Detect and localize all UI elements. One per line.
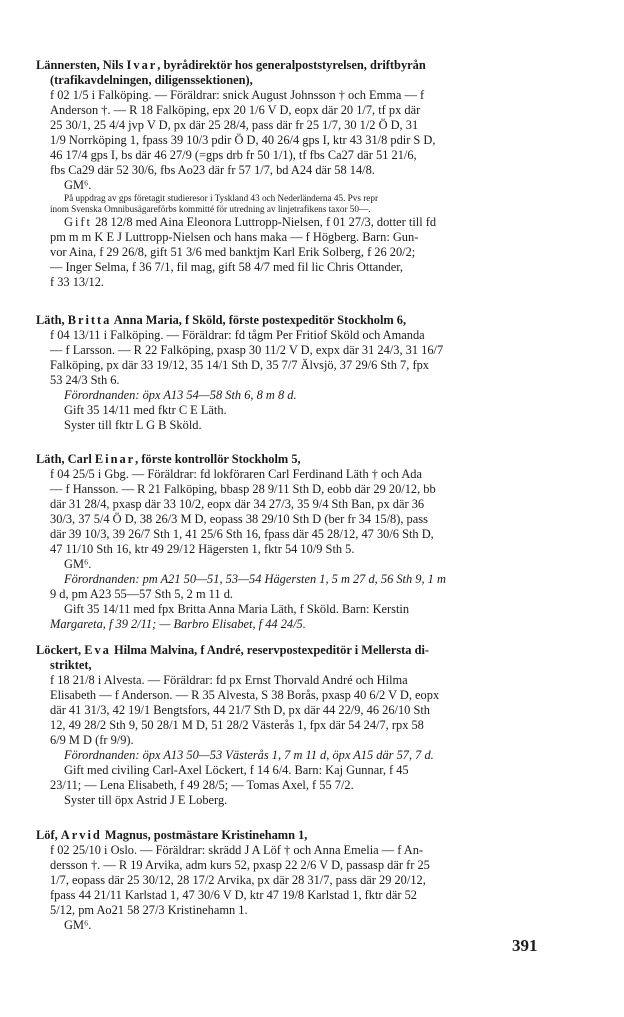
surname: Lännersten, Nils (36, 58, 124, 72)
surname: Löckert, (36, 643, 82, 657)
marriage-line: f 33 13/12. (50, 275, 105, 289)
appointments-cont: 9 d, pm A23 55—57 Sth 5, 2 m 11 d. (50, 587, 234, 601)
bio-line: 1/9 Norrköping 1, fpass 39 10/3 pdir Ö D, 40 26/4 gps I, ktr 43 31/8 pdir S D, (50, 133, 436, 147)
bio-line: 47 11/10 Sth 16, ktr 49 29/12 Hägersten 1, fktr 54 10/9 Sth 5. (50, 542, 355, 556)
entry-heading (36, 452, 556, 467)
entry-heading (36, 643, 556, 673)
bio-line: fpass 44 21/11 Karlstad 1, 47 30/6 V D, ktr 47 19/8 Karlstad 1, fktr där 52 (50, 888, 417, 902)
page-number: 391 (512, 936, 538, 955)
bio-line: f 04 25/5 i Gbg. — Föräldrar: fd lokföraren Carl Ferdinand Läth † och Ada (50, 467, 422, 481)
entry-title: Magnus, postmästare Kristinehamn 1, (101, 828, 308, 842)
surname: Läth, (36, 313, 65, 327)
bio-line: 30/3, 37 5/4 Ö D, 38 26/3 M D, eopass 38 29/10 Sth D (ber fr 34 15/8), pass (50, 512, 428, 526)
bio-line: f 02 25/10 i Oslo. — Föräldrar: skrädd J A Löf † och Anna Emelia — f An- (50, 843, 424, 857)
bio-line: 53 24/3 Sth 6. (50, 373, 120, 387)
given-name: Eva (84, 643, 111, 657)
bio-line: 25 30/1, 25 4/4 jvp V D, px där 25 28/4, pass där fr 25 1/7, 30 1/2 Ö D, 31 (50, 118, 419, 132)
bio-line: Falköping, px där 33 19/12, 35 14/1 Sth D, 35 7/7 Älvsjö, 37 29/6 Sth 7, fpx (50, 358, 429, 372)
bio-line: Elisabeth — f Anderson. — R 35 Alvesta, S 38 Borås, pxasp 40 6/2 V D, eopx (50, 688, 440, 702)
entry-lath-einar (36, 452, 556, 632)
marriage-line: Gift 35 14/11 med fktr C E Läth. (64, 403, 227, 417)
gift-word: Gift (64, 215, 92, 229)
marriage-line: vor Aina, f 29 26/8, gift 51 3/6 med banktjm Karl Erik Solberg, f 26 20/2; (50, 245, 416, 259)
medal: GM⁶. (64, 557, 92, 571)
bio-line: där 41 31/3, 42 19/1 Bengtsfors, 44 21/7 Sth D, px där 44 22/9, 46 26/10 Sth (50, 703, 430, 717)
bio-line: 5/12, pm Ao21 58 27/3 Kristinehamn 1. (50, 903, 248, 917)
marriage-line: — Inger Selma, f 36 7/1, fil mag, gift 58 4/7 med fil lic Chris Ottander, (50, 260, 403, 274)
entry-lath-britta (36, 313, 556, 433)
bio-line: där 31 28/4, pxasp där 33 10/2, eopx där 34 27/3, 35 9/4 Sth Ban, px där 36 (50, 497, 425, 511)
marriage-line: Margareta, f 39 2/11; — Barbro Elisabet, f 44 24/5. (50, 617, 306, 631)
entry-heading (36, 58, 556, 88)
bio-line: 46 17/4 gps I, bs där 46 27/9 (=gps drb fr 50 1/1), tf fbs Ca27 där 51 21/6, (50, 148, 417, 162)
medal: GM⁶. (64, 918, 92, 932)
given-name: Britta (67, 313, 112, 327)
note-line: På uppdrag av gps företagit studieresor i Tyskland 43 och Nederländerna 45. Pvs repr (64, 193, 379, 203)
bio-line: — f Hansson. — R 21 Falköping, bbasp 28 9/11 Sth D, eobb där 29 20/12, bb (50, 482, 436, 496)
marriage-line: 23/11; — Lena Elisabeth, f 49 28/5; — Tomas Axel, f 55 7/2. (50, 778, 354, 792)
sibling-line: Syster till fktr L G B Sköld. (64, 418, 202, 432)
bio-line: där 39 10/3, 39 26/7 Sth 1, 41 25/6 Sth 16, fpass där 45 28/12, 47 30/6 Sth D, (50, 527, 434, 541)
entry-title: Anna Maria, f Sköld, förste postexpeditör Stockholm 6, (111, 313, 407, 327)
entry-lockert (36, 643, 556, 808)
bio-line: fbs Ca29 där 52 30/6, fbs Ao23 där fr 57 1/7, bd A24 där 58 14/8. (50, 163, 375, 177)
bio-line: Anderson †. — R 18 Falköping, epx 20 1/6 V D, eopx där 20 1/7, tf px där (50, 103, 421, 117)
surname: Löf, (36, 828, 58, 842)
entry-title-cont: striktet, (50, 658, 92, 672)
bio-line: 12, 49 28/2 Sth 9, 50 28/1 M D, 51 28/2 Västerås 1, fpx där 54 24/7, rpx 58 (50, 718, 424, 732)
appointments: Förordnanden: öpx A13 54—58 Sth 6, 8 m 8 d. (64, 388, 297, 402)
marriage-line (50, 215, 556, 230)
entry-title: Hilma Malvina, f André, reservpostexpeditör i Mellersta di- (110, 643, 430, 657)
given-name: Arvid (60, 828, 102, 842)
marriage-line: pm m m K E J Luttropp-Nielsen och hans maka — f Högberg. Barn: Gun- (50, 230, 419, 244)
note-line: inom Svenska Omnibusägareförbs kommitté för utredning av linjetrafikens taxor 50—. (50, 204, 371, 214)
appointments: Förordnanden: pm A21 50—51, 53—54 Hägersten 1, 5 m 27 d, 56 Sth 9, 1 m (64, 572, 446, 586)
entry-title: , byrådirektör hos generalpoststyrelsen, driftbyrån (157, 58, 426, 72)
surname: Läth, Carl (36, 452, 92, 466)
bio-line: — f Larsson. — R 22 Falköping, pxasp 30 11/2 V D, expx där 31 24/3, 31 16/7 (50, 343, 444, 357)
entry-title-cont: (trafikavdelningen, diligenssektionen), (50, 73, 253, 87)
bio-line: f 18 21/8 i Alvesta. — Föräldrar: fd px Ernst Thorvald André och Hilma (50, 673, 408, 687)
entry-heading (36, 313, 556, 328)
marriage-line: Gift med civiling Carl-Axel Löckert, f 14 6/4. Barn: Kaj Gunnar, f 45 (64, 763, 409, 777)
entry-lannersten (36, 58, 556, 290)
bio-line: dersson †. — R 19 Arvika, adm kurs 52, pxasp 22 2/6 V D, passasp där fr 25 (50, 858, 430, 872)
given-name: Einar (94, 452, 136, 466)
medal: GM⁶. (64, 178, 92, 192)
bio-line: 6/9 M D (fr 9/9). (50, 733, 134, 747)
marriage-text: 28 12/8 med Aina Eleonora Luttropp-Nielsen, f 01 27/3, dotter till fd (91, 215, 437, 229)
entry-lof (36, 828, 556, 933)
sibling-line: Syster till öpx Astrid J E Loberg. (64, 793, 228, 807)
bio-line: f 02 1/5 i Falköping. — Föräldrar: snick August Johnsson † och Emma — f (50, 88, 425, 102)
entry-heading (36, 828, 556, 843)
marriage-line: Gift 35 14/11 med fpx Britta Anna Maria Läth, f Sköld. Barn: Kerstin (64, 602, 410, 616)
bio-line: f 04 13/11 i Falköping. — Föräldrar: fd tågm Per Fritiof Sköld och Amanda (50, 328, 425, 342)
appointments: Förordnanden: öpx A13 50—53 Västerås 1, 7 m 11 d, öpx A15 där 57, 7 d. (64, 748, 434, 762)
entry-title: , förste kontrollör Stockholm 5, (135, 452, 301, 466)
bio-line: 1/7, eopass där 25 30/12, 28 17/2 Arvika, px där 28 31/7, pass där 29 20/12, (50, 873, 426, 887)
given-name: Ivar (126, 58, 158, 72)
